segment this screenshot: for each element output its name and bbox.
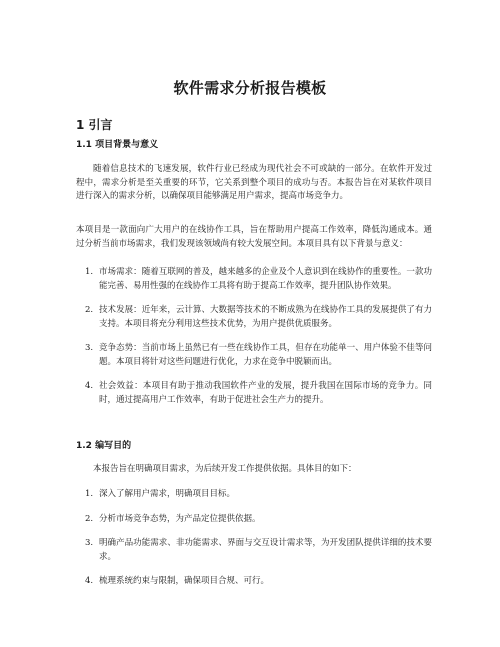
list-text: 市场需求：随着互联网的普及，越来越多的企业及个人意识到在线协作的重要性。一款功能完善、易用性强的在线协作工具将有助于提高工作效率，提升团队协作效果。	[99, 267, 432, 291]
background-list	[76, 266, 432, 407]
list-number: 4.	[85, 576, 94, 586]
paragraph-purpose-1: 本报告旨在明确项目需求，为后续开发工作提供依据。具体目的如下：	[93, 464, 357, 474]
document-title: 软件需求分析报告模板	[173, 79, 327, 97]
list-item	[76, 537, 432, 564]
list-item	[76, 266, 432, 293]
list-number: 4.	[85, 381, 94, 391]
section-heading-introduction: 1 引言	[76, 118, 113, 132]
list-item	[76, 380, 432, 407]
paragraph-background-2: 本项目是一款面向广大用户的在线协作工具，旨在帮助用户提高工作效率，降低沟通成本。通过分析当前市场需求，我们发现该领域尚有较大发展空间。本项目具有以下背景与意义：	[76, 225, 432, 249]
list-item	[76, 575, 432, 589]
list-text: 技术发展：近年来，云计算、大数据等技术的不断成熟为在线协作工具的发展提供了有力支持。本项目将充分利用这些技术优势，为用户提供优质服务。	[99, 305, 432, 329]
list-text: 梳理系统约束与限制，确保项目合规、可行。	[99, 576, 270, 586]
list-text: 分析市场竞争态势，为产品定位提供依据。	[99, 513, 261, 524]
list-number: 2.	[85, 513, 94, 524]
list-number: 1.	[85, 267, 94, 277]
list-text: 明确产品功能需求、非功能需求、界面与交互设计需求等，为开发团队提供详细的技术要求。	[99, 538, 432, 562]
list-item	[76, 513, 432, 527]
list-number: 3.	[85, 343, 94, 353]
subsection-heading-purpose: 1.2 编写目的	[76, 441, 132, 451]
subsection-heading-background: 1.1 项目背景与意义	[76, 140, 159, 150]
list-number: 1.	[85, 489, 94, 499]
list-item	[76, 304, 432, 331]
list-text: 竞争态势：当前市场上虽然已有一些在线协作工具，但存在功能单一、用户体验不佳等问题。本项目将针对这些问题进行优化，力求在竞争中脱颖而出。	[99, 343, 432, 367]
list-text: 深入了解用户需求，明确项目目标。	[99, 489, 236, 499]
list-text: 社会效益：本项目有助于推动我国软件产业的发展，提升我国在国际市场的竞争力。同时，通过提高用户工作效率，有助于促进社会生产力的提升。	[99, 381, 432, 405]
list-number: 2.	[85, 305, 94, 315]
purpose-list	[76, 488, 432, 589]
list-item	[76, 488, 432, 502]
list-number: 3.	[85, 538, 94, 548]
paragraph-background-1: 随着信息技术的飞速发展，软件行业已经成为现代社会不可或缺的一部分。在软件开发过程中，需求分析是至关重要的环节，它关系到整个项目的成功与否。本报告旨在对某软件项目进行深入的需求分析，以确保项目能够满足用户需求，提高市场竞争力。	[76, 164, 432, 201]
list-item	[76, 342, 432, 369]
